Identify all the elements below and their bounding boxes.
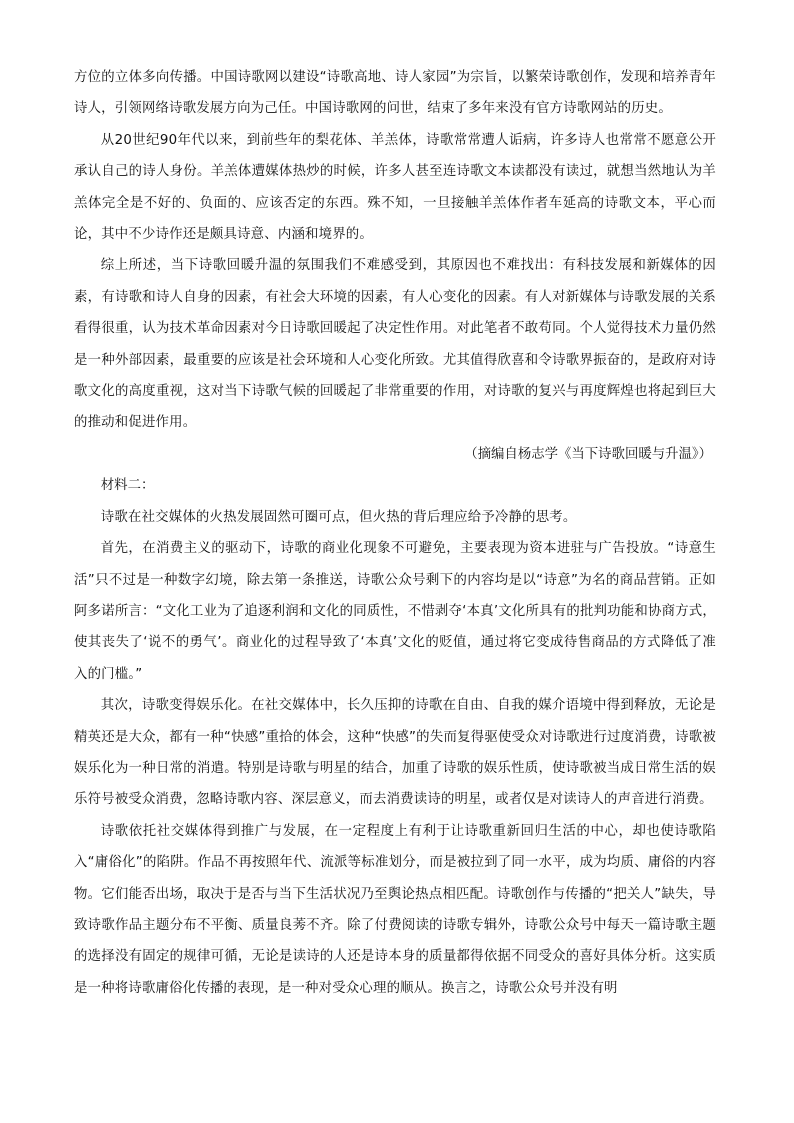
material-one-paragraph-3: 综上所述，当下诗歌回暖升温的氛围我们不难感受到，其原因也不难找出：有科技发展和新媒体的因素，有诗歌和诗人自身的因素，有社会大环境的因素，有人心变化的因素。有人对新媒体与诗歌发展的关系看得很重，认为技术革命因素对今日诗歌回暖起了决定性作用。对此笔者不敢苟同。个人觉得技术力量仍然是一种外部因素，最重要的应该是社会环境和人心变化所致。尤其值得欣喜和令诗歌界振奋的，是政府对诗歌文化的高度重视，这对当下诗歌气候的回暖起了非常重要的作用，对诗歌的复兴与再度辉煌也将起到巨大的推动和促进作用。 — [74, 258, 716, 431]
material-one-source: （摘编自杨志学《当下诗歌回暖与升温》） — [464, 446, 712, 462]
material-two-paragraph-4: 诗歌依托社交媒体得到推广与发展，在一定程度上有利于让诗歌重新回归生活的中心，却也使诗歌陷入“庸俗化”的陷阱。作品不再按照年代、流派等标准划分，而是被拉到了同一水平，成为均质、庸俗的内容物。它们能否出场，取决于是否与当下生活状况乃至舆论热点相匹配。诗歌创作与传播的“把关人”缺失，导致诗歌作品主题分布不平衡、质量良莠不齐。除了付费阅读的诗歌专辑外，诗歌公众号中每天一篇诗歌主题的选择没有固定的规律可循，无论是读诗的人还是诗本身的质量都得依据不同受众的喜好具体分析。这实质是一种将诗歌庸俗化传播的表现，是一种对受众心理的顺从。换言之，诗歌公众号并没有明 — [74, 823, 716, 996]
material-one-paragraph-2: 从20世纪90年代以来，到前些年的梨花体、羊羔体，诗歌常常遭人诟病，许多诗人也常常不愿意公开承认自己的诗人身份。羊羔体遭媒体热炒的时候，许多人甚至连诗歌文本读都没有读过，就想当然地认为羊羔体完全是不好的、负面的、应该否定的东西。殊不知，一旦接触羊羔体作者车延高的诗歌文本，平心而论，其中不少诗作还是颇具诗意、内涵和境界的。 — [74, 132, 716, 243]
material-two-paragraph-2: 首先，在消费主义的驱动下，诗歌的商业化现象不可避免，主要表现为资本进驻与广告投放。“诗意生活”只不过是一种数字幻境，除去第一条推送，诗歌公众号剩下的内容均是以“诗意”为名的商品营销。正如阿多诺所言：“文化工业为了追逐利润和文化的同质性，不惜剥夺‘本真’文化所具有的批判功能和协商方式，使其丧失了‘说不的勇气’。商业化的过程导致了‘本真’文化的贬值，通过将它变成待售商品的方式降低了准入的门槛。” — [74, 541, 716, 682]
material-one-paragraph-1: 方位的立体多向传播。中国诗歌网以建设“诗歌高地、诗人家园”为宗旨，以繁荣诗歌创作，发现和培养青年诗人，引领网络诗歌发展方向为己任。中国诗歌网的问世，结束了多年来没有官方诗歌网站的历史。 — [74, 70, 716, 117]
material-two-paragraph-3: 其次，诗歌变得娱乐化。在社交媒体中，长久压抑的诗歌在自由、自我的媒介语境中得到释放，无论是精英还是大众，都有一种“快感”重拾的体会，这种“快感”的失而复得驱使受众对诗歌进行过度消费，诗歌被娱乐化为一种日常的消遣。特别是诗歌与明星的结合，加重了诗歌的娱乐性质，使诗歌被当成日常生活的娱乐符号被受众消费，忽略诗歌内容、深层意义，而去消费读诗的明星，或者仅是对读诗人的声音进行消费。 — [74, 698, 716, 808]
material-two-label: 材料二： — [100, 478, 155, 494]
material-two-paragraph-1: 诗歌在社交媒体的火热发展固然可圈可点，但火热的背后理应给予冷静的思考。 — [100, 509, 577, 525]
